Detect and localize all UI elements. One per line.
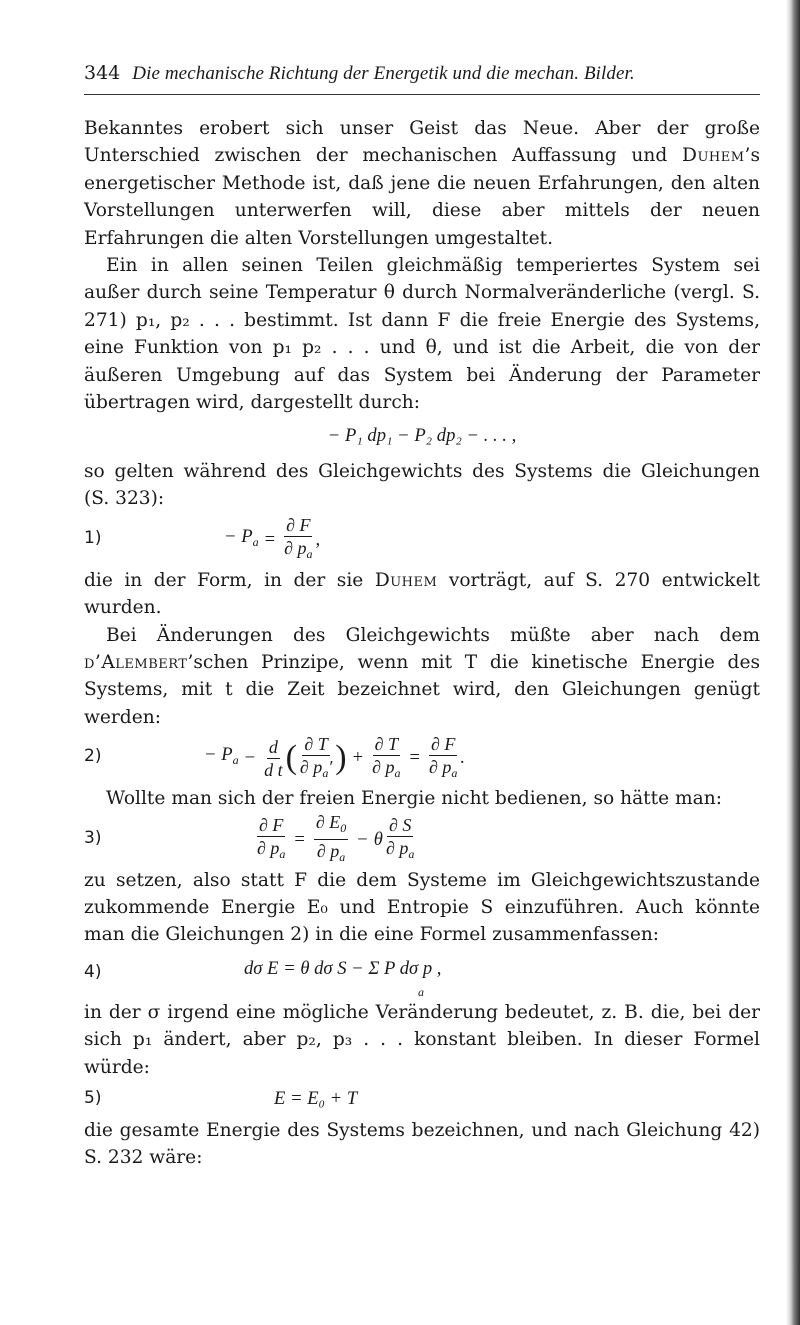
paragraph-9: die gesamte Energie des Systems bezeichnen, und nach Gleichung 42) S. 232 wäre: [84,1119,760,1169]
book-page [84,60,760,1172]
equation-4-sum-index: a [418,984,424,999]
paragraph-3: so gelten während des Gleichgewichts des Systems die Gleichungen (S. 323): [84,460,760,510]
equation-1: 1) − $P_a$ = $\frac{\partial F}{\partial p_a}$ , [84,515,321,562]
running-header [84,60,760,95]
equation-2-number: 2) [84,746,102,767]
equation-4 [84,955,760,999]
equation-5-number: 5) [84,1087,102,1108]
page-edge-shadow [786,0,800,1325]
page-number: 344 [84,62,121,84]
author-name-dalembert: d’Alembert [84,651,188,673]
equation-work: − P₁ dp₁ − P₂ dp₂ − . . . , [327,425,517,447]
equation-3-number: 3) [84,827,102,848]
paragraph-6: Wollte man sich der freien Energie nicht bedienen, so hätte man: [106,788,722,810]
paragraph-4: die in der Form, in der sie Duhem vorträgt, auf S. 270 entwickelt wurden. [84,569,760,619]
equation-5 [84,1081,760,1117]
paragraph-5: Bei Änderungen des Gleichgewichts müßte aber nach dem d’Alembert’schen Prinzipe, wenn mit T die kinetische Energie des Systems, mit t die Zeit bezeichnet wird, den Gleichungen genügt werden: [84,624,760,728]
running-title: Die mechanische Richtung der Energetik und die mechan. Bilder. [132,63,635,84]
equation-5-formula: E = E₀ + T [274,1088,358,1110]
equation-1-number: 1) [84,527,102,548]
equation-4-formula: dσ E = θ dσ S − Σ P dσ p , [244,957,442,979]
paragraph-8: in der σ irgend eine mögliche Veränderung bedeutet, z. B. die, bei der sich p₁ ändert, aber p₂, p₃ . . . konstant bleiben. In dieser Formel würde: [84,1001,760,1078]
paragraph-7: zu setzen, also statt F die dem Systeme im Gleichgewichtszustande zukommende Energie E₀ und Entropie S einzuführen. Auch könnte man die Gleichungen 2) in die eine Formel zusammenfassen: [84,869,760,946]
author-name-duhem: Duhem [682,145,745,167]
paragraph-2: Ein in allen seinen Teilen gleichmäßig temperiertes System sei außer durch seine Temperatur θ durch Normalveränderliche (vergl. S. 271) p₁, p₂ . . . bestimmt. Ist dann F die freie Energie des Systems, eine Funktion von p₁ p₂ . . . und θ, und ist die Arbeit, die von der äußeren Umgebung auf das System bei Änderung der Parameter übertragen wird, dargestellt durch: [84,255,760,414]
author-name-duhem-2: Duhem [374,569,438,591]
paragraph-1: Bekanntes erobert sich unser Geist das Neue. Aber der große Unterschied zwischen der mechanischen Auffassung und Duhem’s energetischer Methode ist, daß jene die neuen Erfahrungen, den alten Vorstellungen unterwerfen will, diese aber mittels der neuen Erfahrungen die alten Vorstellungen umgestaltet. [84,118,760,249]
equation-4-number: 4) [84,961,102,982]
equation-2: 2) − $P_a$ − $\frac{d}{\text{d t}}$ ( $\frac{\partial T}{\partial p_a'}$ ) + $\frac{\partial T}{\partial p_a}$ = $\frac{\partial F}{\partial p_a}$ . [84,733,466,780]
equation-3: 3) $\frac{\partial F}{\partial p_a}$ = $\frac{\partial E_0}{\partial p_a}$ − θ $\frac{\partial S}{\partial p_a}$ [84,812,415,865]
